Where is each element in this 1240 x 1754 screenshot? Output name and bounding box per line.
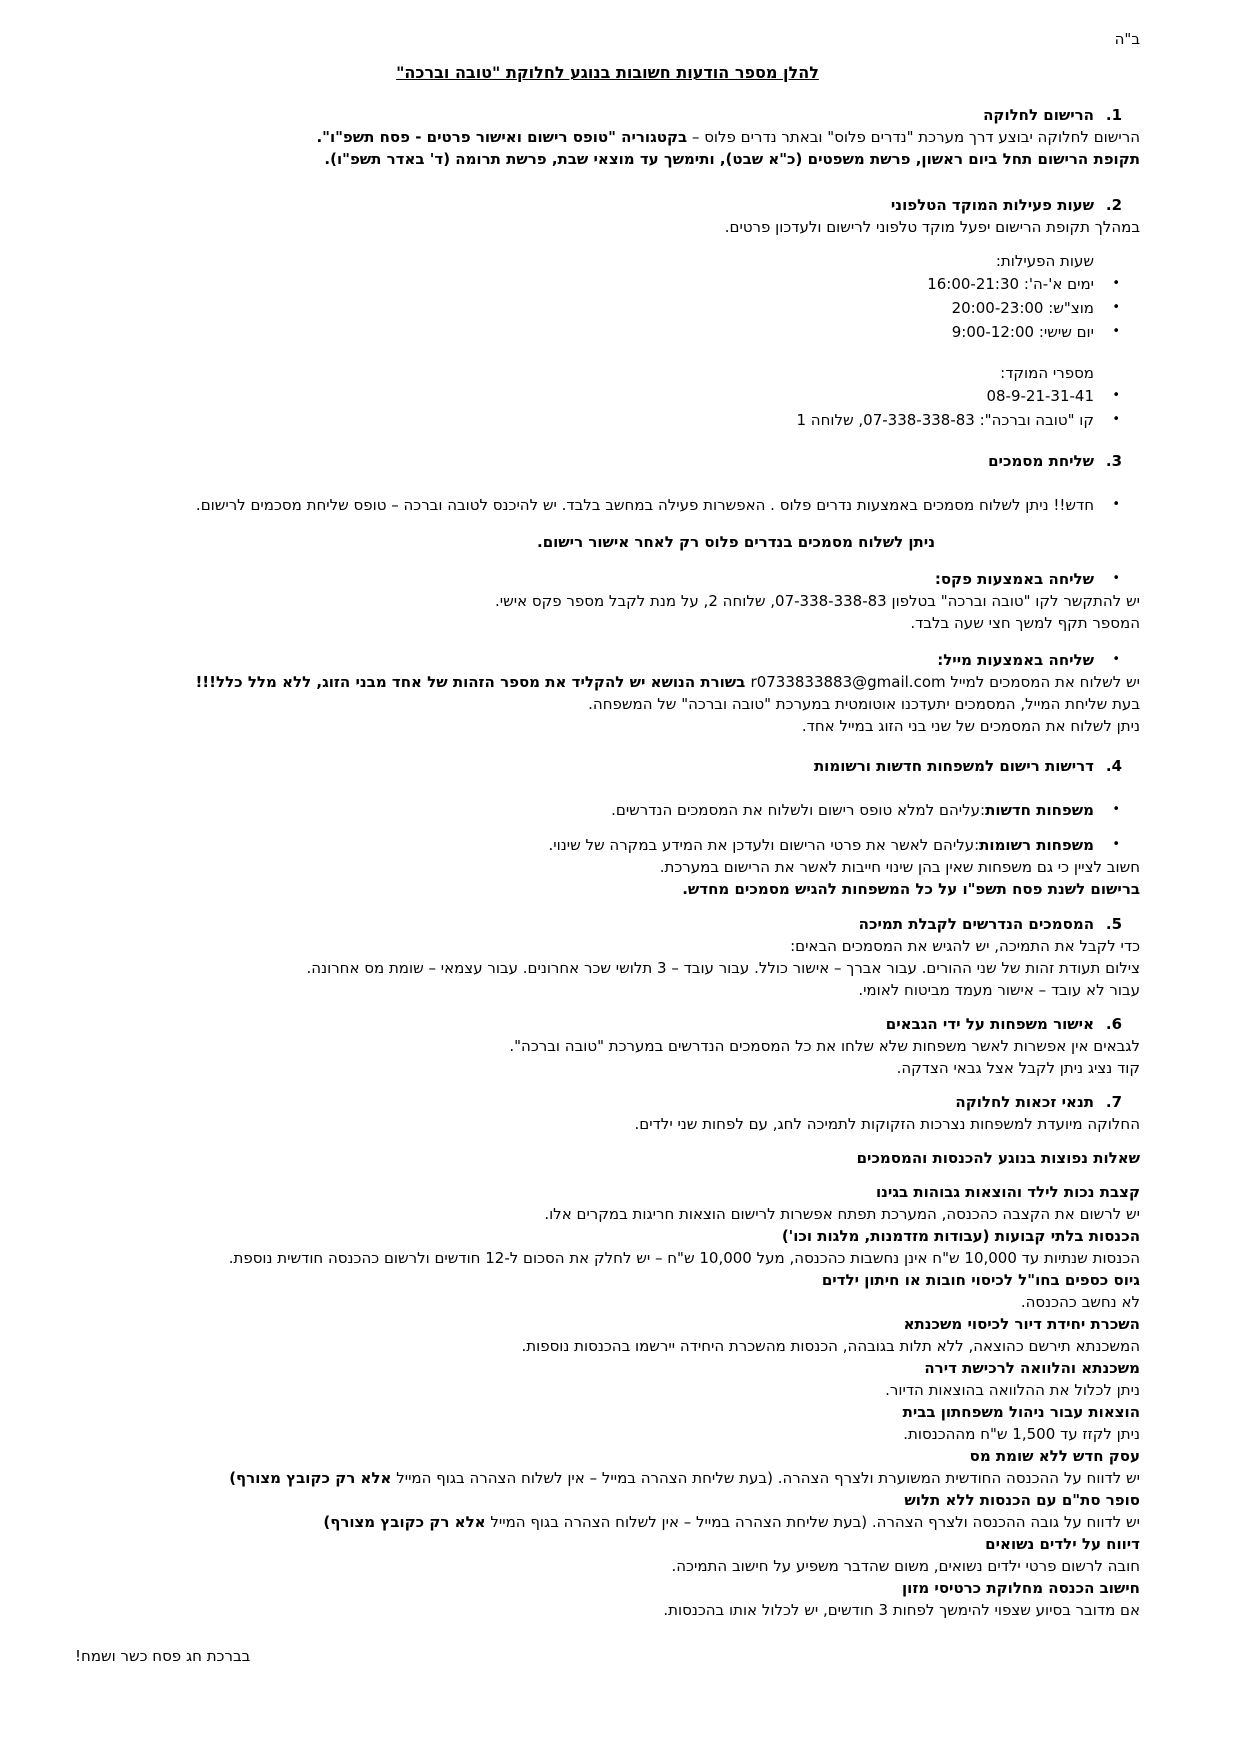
section-5-number: 5. xyxy=(1105,915,1122,933)
phone-item xyxy=(75,384,1140,408)
documents-new-option-text: חדש!! ניתן לשלוח מסמכים באמצעות נדרים פלוס . האפשרות פעילה במחשב בלבד. יש להיכנס לטובה וברכה – טופס שליחת מסכמים לרישום. xyxy=(195,496,1094,514)
bsd-mark: ב"ה xyxy=(1114,30,1140,48)
closing-blessing: בברכת חג פסח כשר ושמח! xyxy=(75,1647,251,1665)
faq-question: גיוס כספים בחו"ל לכיסוי חובות או חיתון ילדים xyxy=(821,1271,1140,1289)
section-2-number: 2. xyxy=(1105,196,1122,214)
phones-label: מספרי המוקד: xyxy=(1000,364,1094,382)
hours-item xyxy=(75,296,1140,320)
hours-item xyxy=(75,320,1140,344)
section-4-title: דרישות רישום למשפחות חדשות ורשומות xyxy=(813,757,1094,775)
section-2-title: שעות פעילות המוקד הטלפוני xyxy=(890,196,1094,214)
faq-answer xyxy=(75,1511,1140,1533)
hours-weekdays: ימים א'-ה': 16:00-21:30 xyxy=(927,275,1094,293)
section-7-number: 7. xyxy=(1105,1093,1122,1111)
section-3-number: 3. xyxy=(1105,452,1122,470)
faq-answer xyxy=(75,1555,1140,1577)
section-1-bold-text: בקטגוריה "טופס רישום ואישור פרטים - פסח תשפ"ו". xyxy=(316,128,688,146)
required-documents-list: צילום תעודת זהות של שני ההורים. עבור אברך – אישור כולל. עבור עובד – 3 תלושי שכר אחרונים. עבור עצמאי – שומת מס אחרונה. xyxy=(306,959,1140,977)
section-6-heading xyxy=(75,1013,1140,1035)
faq-question: חישוב הכנסה מחלוקת כרטיסי מזון xyxy=(902,1579,1140,1597)
phone-item xyxy=(75,408,1140,432)
fax-validity: המספר תקף למשך חצי שעה בלבד. xyxy=(910,614,1140,632)
bullet-icon: • xyxy=(1112,300,1120,315)
faq-question: הוצאות עבור ניהול משפחתון בבית xyxy=(902,1403,1140,1421)
bullet-icon: • xyxy=(1112,571,1120,586)
registered-families-label: משפחות רשומות xyxy=(979,836,1094,854)
faq-answer-text: חובה לרשום פרטי ילדים נשואים, משום שהדבר משפיע על חישוב התמיכה. xyxy=(671,1557,1140,1575)
mail-subject-warning: בשורת הנושא יש להקליד את מספר הזהות של אחד מבני הזוג, ללא מלל כלל!!! xyxy=(195,673,751,691)
faq-answer xyxy=(75,1247,1140,1269)
document-title: להלן מספר הודעות חשובות בנוגע לחלוקת "טובה וברכה" xyxy=(396,63,819,82)
mail-instructions-text: יש לשלוח את המסמכים למייל xyxy=(945,673,1140,691)
faq-answer xyxy=(75,1379,1140,1401)
faq-question: עסק חדש ללא שומת מס xyxy=(969,1447,1140,1465)
resubmit-documents-note: ברישום לשנת פסח תשפ"ו על כל המשפחות להגיש מסמכים מחדש. xyxy=(682,880,1140,898)
fax-option-title: שליחה באמצעות פקס: xyxy=(934,570,1094,588)
required-documents-intro: כדי לקבל את התמיכה, יש להגיש את המסמכים הבאים: xyxy=(790,937,1140,955)
bullet-icon: • xyxy=(1112,324,1120,339)
bullet-icon: • xyxy=(1112,412,1120,427)
bullet-icon: • xyxy=(1112,837,1120,852)
faq-question: השכרת יחידת דיור לכיסוי משכנתא xyxy=(903,1315,1140,1333)
mail-auto-update: בעת שליחת המייל, המסמכים יתעדכנו אוטומטית במערכת "טובה וברכה" של המשפחה. xyxy=(588,695,1140,713)
required-documents-unemployed: עבור לא עובד – אישור מעמד מביטוח לאומי. xyxy=(858,981,1140,999)
faq-answer-text: יש לרשום את הקצבה כהכנסה, המערכת תפתח אפשרות לרישום הוצאות חריגות במקרים אלו. xyxy=(544,1205,1140,1223)
faq-answer xyxy=(75,1467,1140,1489)
section-5-heading xyxy=(75,913,1140,935)
section-1-text: הרישום לחלוקה יבוצע דרך מערכת "נדרים פלוס" ובאתר נדרים פלוס – xyxy=(687,128,1140,146)
new-families-text xyxy=(75,799,1094,821)
section-1-title: הרישום לחלוקה xyxy=(983,106,1094,124)
section-6-title: אישור משפחות על ידי הגבאים xyxy=(885,1015,1094,1033)
faq-answer-text: יש לדווח על ההכנסה החודשית המשוערת ולצרף הצהרה. (בעת שליחת הצהרה במייל – אין לשלוח הצהרה בגוף המייל xyxy=(391,1469,1140,1487)
section-1-heading xyxy=(75,104,1140,126)
section-7-title: תנאי זכאות לחלוקה xyxy=(955,1093,1094,1111)
fax-option xyxy=(75,568,1140,590)
section-5-title: המסמכים הנדרשים לקבלת תמיכה xyxy=(858,915,1094,933)
faq-answer xyxy=(75,1423,1140,1445)
section-2-heading xyxy=(75,194,1140,216)
faq-heading: שאלות נפוצות בנוגע להכנסות והמסמכים xyxy=(856,1149,1140,1167)
mail-option-title: שליחה באמצעות מייל: xyxy=(937,651,1094,669)
gabbaim-restriction: לגבאים אין אפשרות לאשר משפחות שלא שלחו את כל המסמכים הנדרשים במערכת "טובה וברכה". xyxy=(509,1037,1140,1055)
section-7-heading xyxy=(75,1091,1140,1113)
registered-families-note: חשוב לציין כי גם משפחות שאין בהן שינוי חייבות לאשר את הרישום במערכת. xyxy=(659,858,1140,876)
documents-note: ניתן לשלוח מסמכים בנדרים פלוס רק לאחר אישור רישום. xyxy=(537,533,935,551)
hours-motzash: מוצ"ש: 20:00-23:00 xyxy=(951,299,1094,317)
new-families-instructions: :עליהם למלא טופס רישום ולשלוח את המסמכים הנדרשים. xyxy=(611,801,986,819)
bullet-icon: • xyxy=(1112,276,1120,291)
section-6-number: 6. xyxy=(1105,1015,1122,1033)
email-address: r0733833883@gmail.com xyxy=(750,673,946,691)
section-4-heading xyxy=(75,755,1140,777)
faq-question: סופר סת"ם עם הכנסות ללא תלוש xyxy=(904,1491,1140,1509)
hours-item xyxy=(75,272,1140,296)
registered-families-item xyxy=(75,834,1140,856)
new-families-label: משפחות חדשות xyxy=(985,801,1094,819)
registered-families-instructions: :עליהם לאשר את פרטי הרישום ולעדכן את המידע במקרה של שינוי. xyxy=(548,836,980,854)
mail-instructions xyxy=(75,671,1140,693)
mail-both-spouses: ניתן לשלוח את המסמכים של שני בני הזוג במייל אחד. xyxy=(801,717,1140,735)
faq-answer-bold: אלא רק כקובץ מצורף) xyxy=(323,1513,486,1531)
fax-instructions: יש להתקשר לקו "טובה וברכה" בטלפון 07-338-338-83, שלוחה 2, על מנת לקבל מספר פקס אישי. xyxy=(494,592,1140,610)
section-1-registration-period: תקופת הרישום תחל ביום ראשון, פרשת משפטים (כ"א שבט), ותימשך עד מוצאי שבת, פרשת תרומה (ד' באדר תשפ"ו). xyxy=(324,150,1140,168)
section-3-heading xyxy=(75,450,1140,472)
faq-question: דיווח על ילדים נשואים xyxy=(985,1535,1140,1553)
faq-answer-text: ניתן לכלול את ההלוואה בהוצאות הדיור. xyxy=(885,1381,1140,1399)
new-families-item xyxy=(75,799,1140,821)
bullet-icon: • xyxy=(1112,802,1120,817)
faq-answer-text: אם מדובר בסיוע שצפוי להימשך לפחות 3 חודשים, יש לכלול אותו בהכנסות. xyxy=(663,1601,1140,1619)
hours-label: שעות הפעילות: xyxy=(995,252,1094,270)
representative-code: קוד נציג ניתן לקבל אצל גבאי הצדקה. xyxy=(896,1059,1140,1077)
section-4-number: 4. xyxy=(1105,757,1122,775)
faq-question: הכנסות בלתי קבועות (עבודות מזדמנות, מלגות וכו') xyxy=(781,1227,1140,1245)
section-1-paragraph xyxy=(75,126,1140,148)
faq-answer-text: המשכנתא תירשם כהוצאה, ללא תלות בגובהה, הכנסות מהשכרת היחידה יירשמו בהכנסות נוספות. xyxy=(521,1337,1140,1355)
registered-families-text xyxy=(75,834,1094,856)
faq-answer-text: הכנסות שנתיות עד 10,000 ש"ח אינן נחשבות כהכנסה, מעל 10,000 ש"ח – יש לחלק את הסכום ל-12 חודשים ולרשום כהכנסה חודשית נוספת. xyxy=(228,1249,1140,1267)
faq-question: משכנתא והלוואה לרכישת דירה xyxy=(924,1359,1140,1377)
faq-answer xyxy=(75,1203,1140,1225)
bullet-icon: • xyxy=(1112,652,1120,667)
phone-number-main: 08-9-21-31-41 xyxy=(986,387,1094,405)
faq-answer-text: לא נחשב כהכנסה. xyxy=(1020,1293,1140,1311)
phone-number-line: קו "טובה וברכה": 07-338-338-83, שלוחה 1 xyxy=(796,411,1094,429)
bullet-icon: • xyxy=(1112,388,1120,403)
documents-new-option xyxy=(75,494,1140,516)
hours-friday: יום שישי: 9:00-12:00 xyxy=(951,323,1094,341)
faq-answer xyxy=(75,1291,1140,1313)
bullet-icon: • xyxy=(1112,497,1120,512)
eligibility-conditions: החלוקה מיועדת למשפחות נצרכות הזקוקות לתמיכה לחג, עם לפחות שני ילדים. xyxy=(634,1115,1140,1133)
section-3-title: שליחת מסמכים xyxy=(988,452,1094,470)
faq-answer-bold: אלא רק כקובץ מצורף) xyxy=(229,1469,392,1487)
section-1-number: 1. xyxy=(1105,106,1122,124)
mail-option xyxy=(75,649,1140,671)
faq-answer xyxy=(75,1335,1140,1357)
faq-question: קצבת נכות לילד והוצאות גבוהות בגינו xyxy=(875,1183,1140,1201)
faq-answer xyxy=(75,1599,1140,1621)
section-2-intro: במהלך תקופת הרישום יפעל מוקד טלפוני לרישום ולעדכון פרטים. xyxy=(724,218,1140,236)
faq-answer-text: ניתן לקזז עד 1,500 ש"ח מההכנסות. xyxy=(903,1425,1140,1443)
faq-answer-text: יש לדווח על גובה ההכנסה ולצרף הצהרה. (בעת שליחת הצהרה במייל – אין לשלוח הצהרה בגוף המייל xyxy=(485,1513,1140,1531)
